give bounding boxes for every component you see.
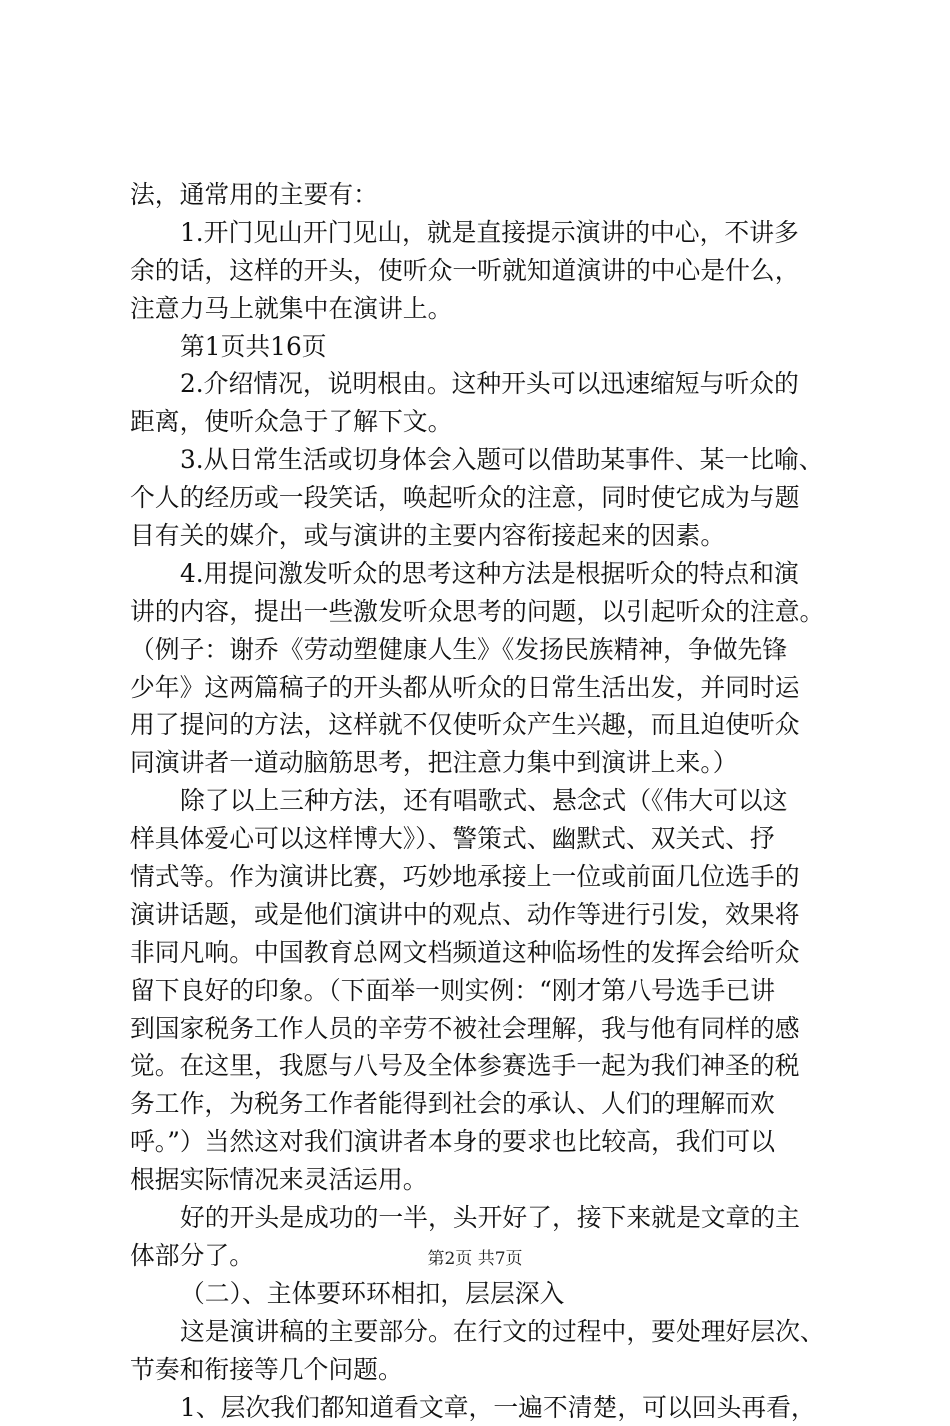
text-line: 呼。”）当然这对我们演讲者本身的要求也比较高，我们可以 bbox=[130, 1123, 850, 1161]
text-line: （二）、主体要环环相扣，层层深入 bbox=[130, 1275, 850, 1313]
text-line: 这是演讲稿的主要部分。在行文的过程中，要处理好层次、 bbox=[130, 1313, 850, 1351]
text-line: （例子：谢乔《劳动塑健康人生》《发扬民族精神，争做先锋 bbox=[130, 631, 850, 669]
text-line: 样具体爱心可以这样博大》）、警策式、幽默式、双关式、抒 bbox=[130, 820, 850, 858]
text-line: 好的开头是成功的一半，头开好了，接下来就是文章的主 bbox=[130, 1199, 850, 1237]
text-line: 除了以上三种方法，还有唱歌式、悬念式（《伟大可以这 bbox=[130, 782, 850, 820]
text-line: 务工作，为税务工作者能得到社会的承认、人们的理解而欢 bbox=[130, 1085, 850, 1123]
text-line: 注意力马上就集中在演讲上。 bbox=[130, 290, 850, 328]
text-line: 同演讲者一道动脑筋思考，把注意力集中到演讲上来。） bbox=[130, 744, 850, 782]
page-footer: 第2页 共7页 bbox=[0, 1244, 950, 1269]
text-line: 体部分了。 bbox=[130, 1237, 850, 1275]
text-line: 觉。在这里，我愿与八号及全体参赛选手一起为我们神圣的税 bbox=[130, 1047, 850, 1085]
text-line: 讲的内容，提出一些激发听众思考的问题，以引起听众的注意。 bbox=[130, 593, 850, 631]
text-line: 余的话，这样的开头，使听众一听就知道演讲的中心是什么， bbox=[130, 252, 850, 290]
text-line: 节奏和衔接等几个问题。 bbox=[130, 1351, 850, 1389]
text-line: 目有关的媒介，或与演讲的主要内容衔接起来的因素。 bbox=[130, 517, 850, 555]
text-line: 3.从日常生活或切身体会入题可以借助某事件、某一比喻、 bbox=[130, 441, 850, 479]
text-line: 2.介绍情况，说明根由。这种开头可以迅速缩短与听众的 bbox=[130, 365, 850, 403]
text-line: 非同凡响。中国教育总网文档频道这种临场性的发挥会给听众 bbox=[130, 934, 850, 972]
text-line: 1.开门见山开门见山，就是直接提示演讲的中心，不讲多 bbox=[130, 214, 850, 252]
text-line: 1、层次我们都知道看文章，一遍不清楚，可以回头再看， bbox=[130, 1389, 850, 1426]
text-line: 第1页共16页 bbox=[130, 328, 850, 366]
text-line: 4.用提问激发听众的思考这种方法是根据听众的特点和演 bbox=[130, 555, 850, 593]
text-line: 个人的经历或一段笑话，唤起听众的注意，同时使它成为与题 bbox=[130, 479, 850, 517]
text-line: 留下良好的印象。（下面举一则实例：“刚才第八号选手已讲 bbox=[130, 972, 850, 1010]
text-line: 演讲话题，或是他们演讲中的观点、动作等进行引发，效果将 bbox=[130, 896, 850, 934]
text-line: 情式等。作为演讲比赛，巧妙地承接上一位或前面几位选手的 bbox=[130, 858, 850, 896]
text-line: 距离，使听众急于了解下文。 bbox=[130, 403, 850, 441]
document-body bbox=[130, 176, 850, 1426]
text-line: 到国家税务工作人员的辛劳不被社会理解，我与他有同样的感 bbox=[130, 1010, 850, 1048]
text-line: 用了提问的方法，这样就不仅使听众产生兴趣，而且迫使听众 bbox=[130, 706, 850, 744]
text-line: 少年》这两篇稿子的开头都从听众的日常生活出发，并同时运 bbox=[130, 669, 850, 707]
text-line: 法，通常用的主要有： bbox=[130, 176, 850, 214]
text-line: 根据实际情况来灵活运用。 bbox=[130, 1161, 850, 1199]
